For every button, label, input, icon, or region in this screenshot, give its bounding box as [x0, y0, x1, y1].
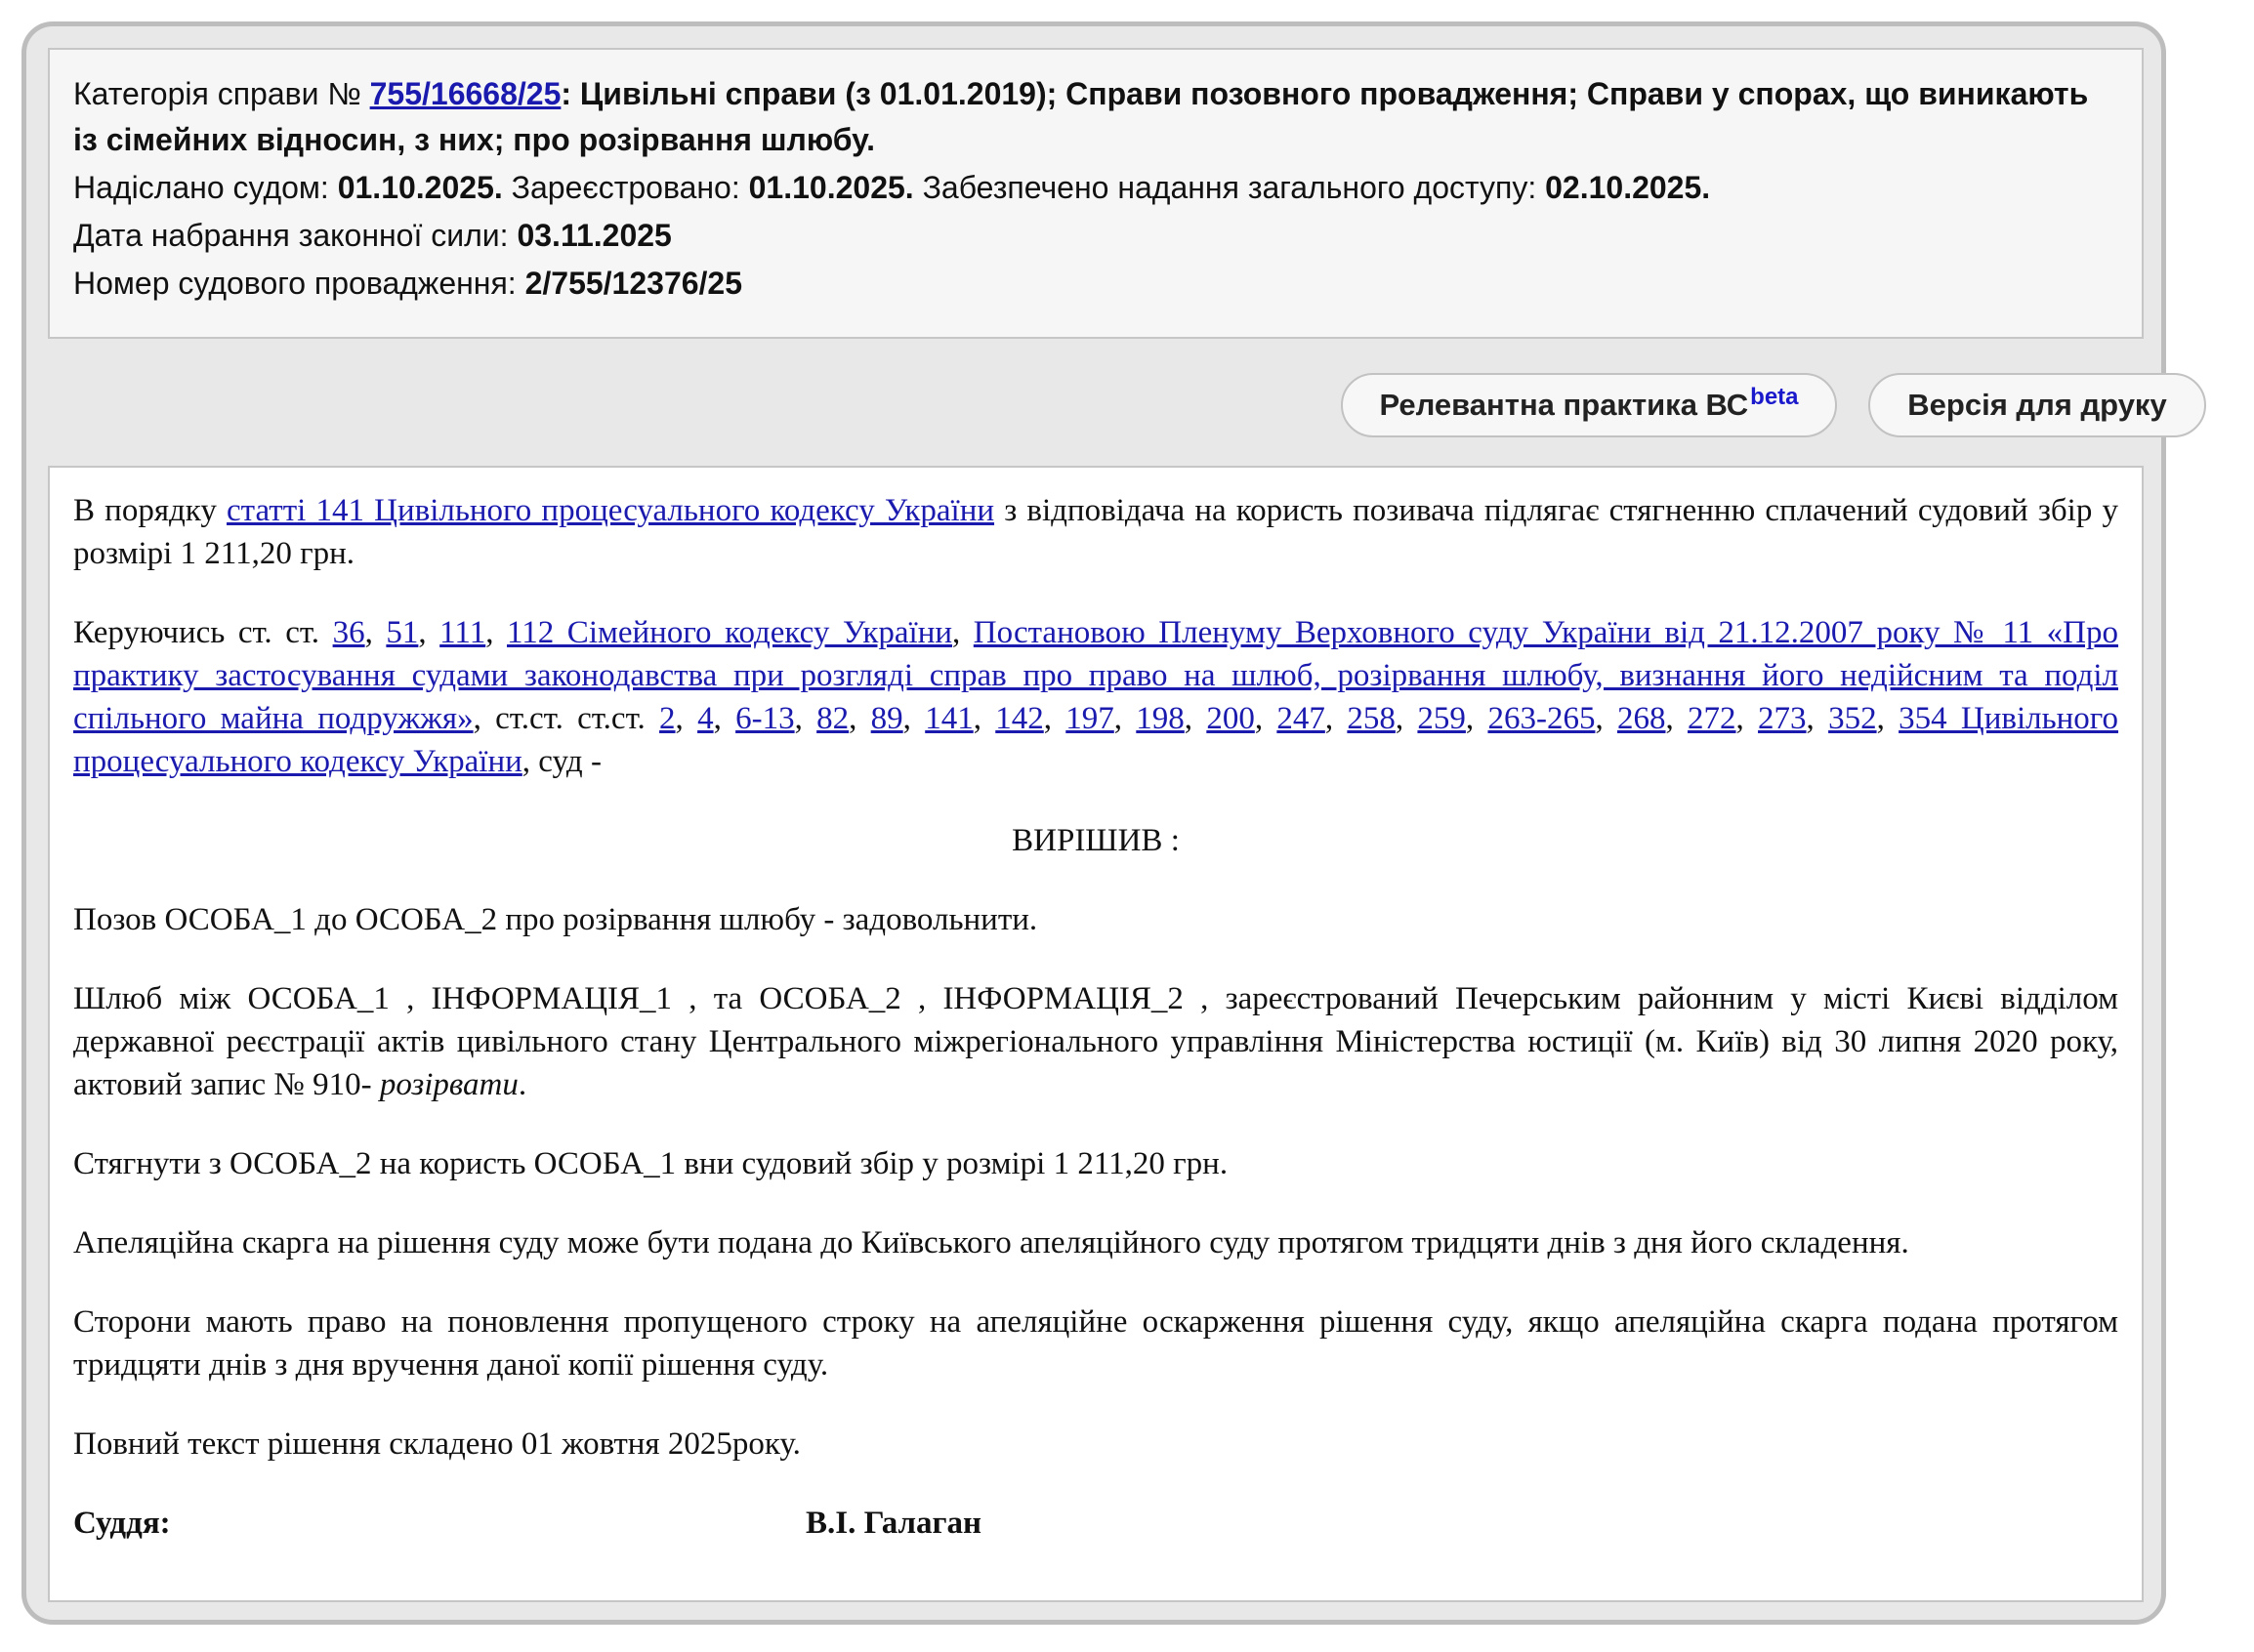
case-info-box: [48, 48, 2144, 339]
deadline-renewal-paragraph: Сторони мають право на поновлення пропущеного строку на апеляційне оскарження рішення суду, якщо апеляційна скарга подана протягом тридцяти днів з дня вручення даної копії рішення суду.: [73, 1304, 2118, 1383]
decision-panel: [21, 21, 2166, 1625]
claim-paragraph: Позов ОСОБА_1 до ОСОБА_2 про розірвання шлюбу - задовольнити.: [73, 902, 1038, 937]
judge-label: Суддя:: [73, 1506, 171, 1541]
civil-procedure-article-link[interactable]: 259: [1417, 701, 1466, 736]
text-fragment: Керуючись ст. ст.: [73, 615, 333, 650]
plenum-resolution-link[interactable]: Постановою Пленуму Верховного суду України від 21.12.2007 року № 11 «Про практику застосування судами законодавства при розгляді справ про право на шлюб, розірвання шлюбу, визнання його недійсним та поділ спільного майна подружжя»: [73, 615, 2118, 736]
civil-procedure-article-link[interactable]: 4: [697, 701, 714, 736]
print-version-label: Версія для друку: [1907, 388, 2167, 422]
civil-procedure-article-link[interactable]: 198: [1136, 701, 1185, 736]
effective-line: [73, 213, 2118, 259]
legal-basis-paragraph: Керуючись ст. ст. 36, 51, 111, 112 Сімейного кодексу України, Постановою Пленуму Верховного суду України від 21.12.2007 року № 11 «Про практику застосування судами законодавства при розгляді справ про право на шлюб, розірвання шлюбу, визнання його недійсним та поділ спільного майна подружжя», ст.ст. ст.ст. 2, 4, 6-13, 82, 89, 141, 142, 197, 198, 200, 247, 258, 259, 263-265, 268, 272, 273, 352, 354 Цивільного процесуального кодексу України, суд -: [73, 615, 2119, 779]
civil-procedure-article-link[interactable]: 89: [870, 701, 903, 736]
category-label: Категорія справи №: [73, 76, 361, 111]
civil-procedure-article-link[interactable]: 141: [925, 701, 974, 736]
print-version-button[interactable]: [1868, 373, 2206, 437]
registered-label: Зареєстровано:: [511, 170, 740, 205]
case-category-line: [73, 71, 2118, 163]
civil-procedure-article-link[interactable]: 6-13: [735, 701, 795, 736]
proceeding-line: [73, 261, 2118, 307]
text-fragment: , ст.ст. ст.ст.: [473, 701, 660, 736]
registered-date: 01.10.2025.: [748, 170, 914, 205]
access-label: Забезпечено надання загального доступу:: [922, 170, 1537, 205]
dates-line: [73, 165, 2118, 211]
sent-date: 01.10.2025.: [337, 170, 503, 205]
civil-procedure-links: 2, 4, 6-13, 82, 89, 141, 142, 197, 198, 200, 247, 258, 259, 263-265, 268, 272, 273, 352,: [659, 701, 1899, 736]
civil-procedure-article-link[interactable]: 2: [659, 701, 676, 736]
civil-procedure-article-link[interactable]: 200: [1206, 701, 1255, 736]
civil-procedure-article-link[interactable]: 268: [1616, 701, 1666, 736]
court-fee-paragraph: [73, 489, 2118, 575]
civil-procedure-article-link[interactable]: 272: [1688, 701, 1736, 736]
civil-procedure-article-link[interactable]: 263-265: [1487, 701, 1596, 736]
dissolve-word: розірвати: [379, 1067, 519, 1102]
civil-procedure-code-link[interactable]: 354 Цивільного процесуального кодексу України: [73, 701, 2119, 779]
civil-procedure-article-link[interactable]: 258: [1347, 701, 1396, 736]
full-text-date-paragraph: Повний текст рішення складено 01 жовтня 2025року.: [73, 1426, 801, 1462]
civil-procedure-article-link[interactable]: 273: [1758, 701, 1807, 736]
civil-procedure-article-link[interactable]: 82: [816, 701, 850, 736]
beta-badge: beta: [1750, 384, 1799, 410]
decided-heading: ВИРІШИВ :: [1012, 823, 1180, 858]
appeal-paragraph: Апеляційна скарга на рішення суду може бути подана до Київського апеляційного суду протягом тридцяти днів з дня його складення.: [73, 1225, 1909, 1260]
dissolution-paragraph: [73, 977, 2118, 1106]
effective-label: Дата набрання законної сили:: [73, 218, 509, 253]
civil-procedure-article-link[interactable]: 247: [1276, 701, 1325, 736]
effective-date: 03.11.2025: [517, 218, 672, 253]
text-fragment: , суд -: [522, 744, 602, 779]
case-number-link[interactable]: 755/16668/25: [369, 76, 562, 111]
judge-name: В.І. Галаган: [806, 1506, 982, 1541]
family-code-article-link[interactable]: 111: [439, 615, 486, 650]
fee-collection-paragraph: Стягнути з ОСОБА_2 на користь ОСОБА_1 вни судовий збір у розмірі 1 211,20 грн.: [73, 1146, 1229, 1181]
family-code-article-link[interactable]: 51: [386, 615, 419, 650]
category-text: : Цивільні справи (з 01.01.2019); Справи позовного провадження; Справи у спорах, що виникають із сімейних відносин, з них; про розірвання шлюбу.: [73, 76, 2089, 157]
cpc-article-141-link[interactable]: статті 141 Цивільного процесуального кодексу України: [227, 493, 995, 528]
relevant-practice-button[interactable]: [1341, 373, 1837, 437]
proceeding-number: 2/755/12376/25: [524, 266, 743, 301]
signature-line: [73, 1502, 2118, 1545]
civil-procedure-article-link[interactable]: 142: [995, 701, 1044, 736]
text-fragment: Шлюб між ОСОБА_1 , ІНФОРМАЦІЯ_1 , та ОСОБА_2 , ІНФОРМАЦІЯ_2 , зареєстрований Печерським районним у місті Києві відділом державної реєстрації актів цивільного стану Центрального міжрегіонального управління Міністерства юстиції (м. Київ) від 30 липня 2020 року, актовий запис № 910-: [73, 981, 2118, 1102]
sent-label: Надіслано судом:: [73, 170, 329, 205]
family-code-article-link[interactable]: 36: [332, 615, 365, 650]
family-code-links: 36, 51, 111,: [332, 615, 507, 650]
text-fragment: .: [518, 1067, 527, 1102]
relevant-practice-label: Релевантна практика ВС: [1379, 388, 1749, 422]
text-fragment: В порядку: [73, 493, 228, 528]
access-date: 02.10.2025.: [1545, 170, 1711, 205]
family-code-link[interactable]: 112 Сімейного кодексу України: [507, 615, 953, 650]
proceeding-label: Номер судового провадження:: [73, 266, 517, 301]
civil-procedure-article-link[interactable]: 197: [1065, 701, 1114, 736]
civil-procedure-article-link[interactable]: 352: [1828, 701, 1877, 736]
text-fragment: з відповідача на користь позивача підлягає стягненню сплачений судовий збір у розмірі 1 211,20 грн.: [73, 493, 2119, 571]
decision-text: [48, 466, 2144, 1602]
